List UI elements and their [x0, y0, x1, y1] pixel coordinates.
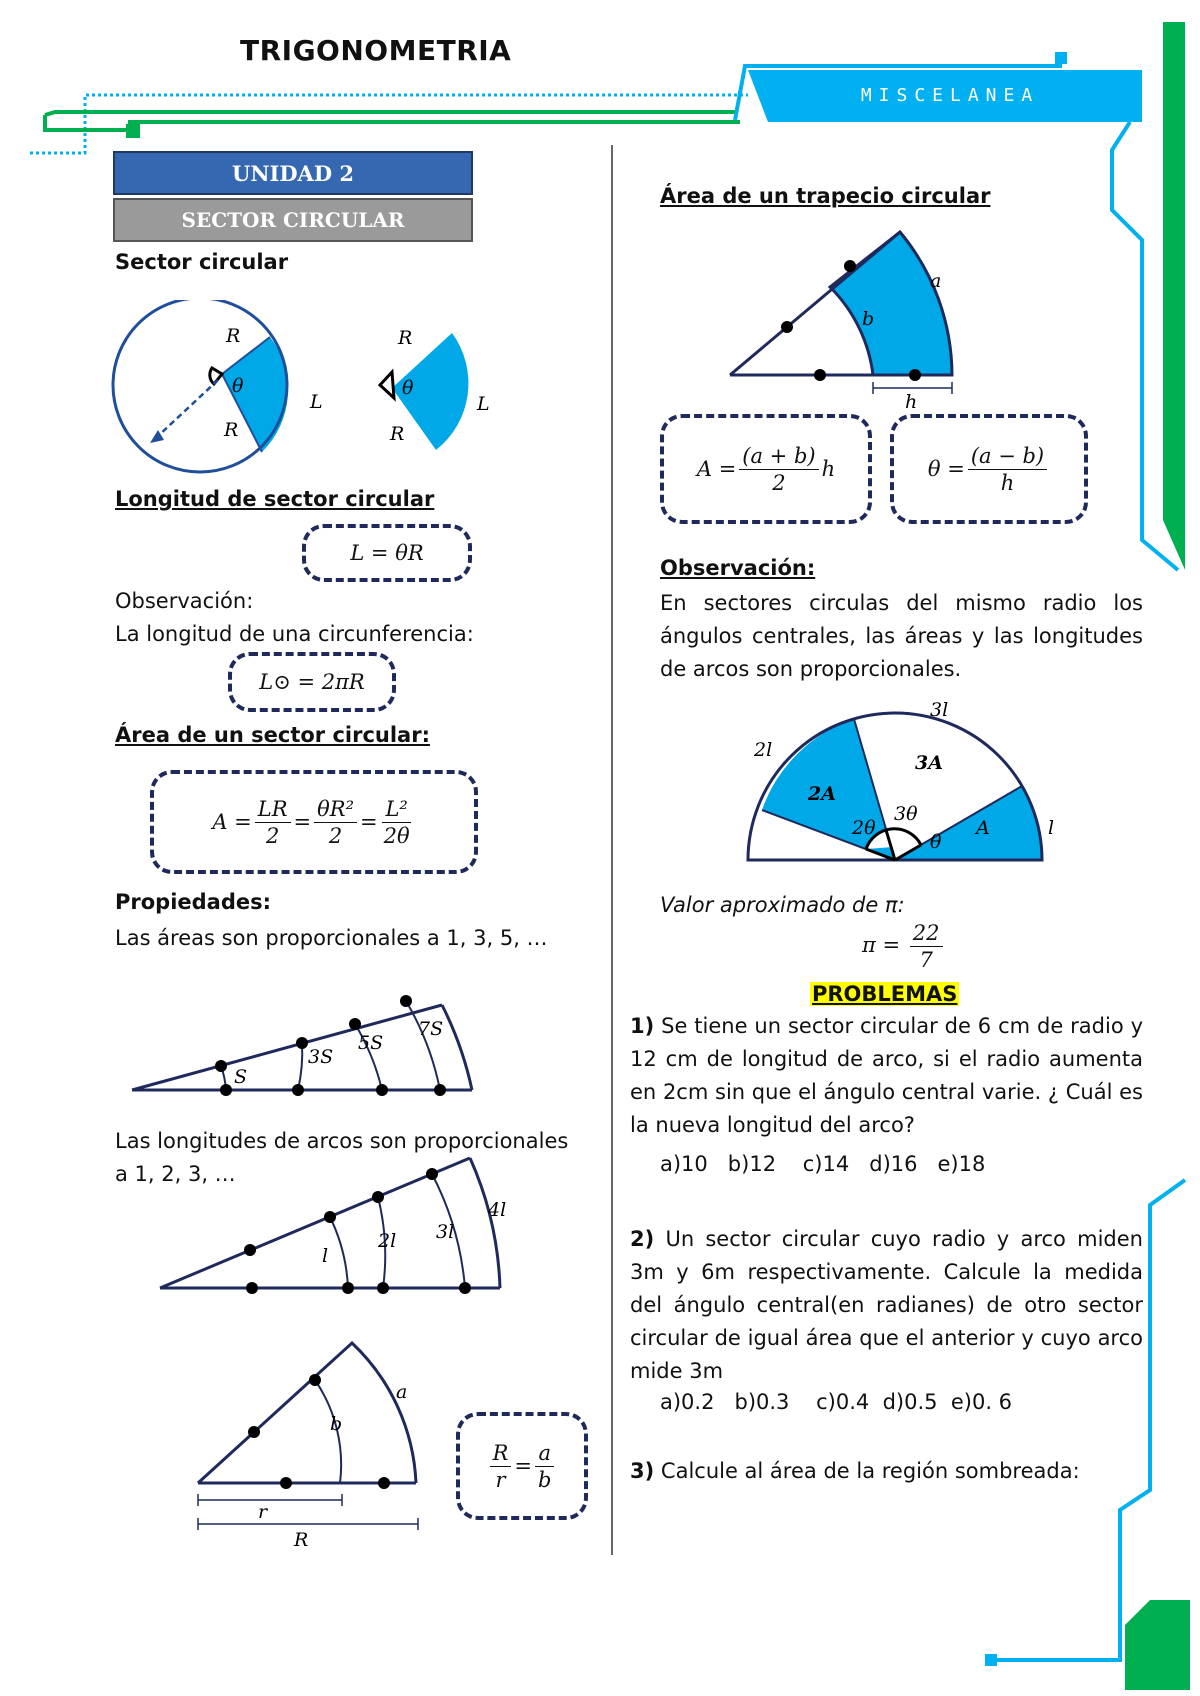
circumference-formula-box: L⊙ = 2πR	[228, 652, 396, 712]
problem-3-number: 3)	[630, 1459, 655, 1483]
pi-formula: π = $\frac{22}{7}$	[862, 920, 946, 973]
green-square	[126, 124, 140, 138]
problem-3-text: Calcule al área de la región sombreada:	[660, 1459, 1080, 1483]
semicircle-figure	[740, 695, 1070, 875]
cyan-square-bottom	[985, 1654, 997, 1666]
page-title: TRIGONOMETRIA	[240, 34, 512, 67]
fig1-theta: θ	[232, 375, 244, 397]
semi-label-3A: 3A	[915, 752, 943, 774]
cyan-square-top	[1055, 52, 1067, 64]
ratio-figure	[190, 1330, 430, 1560]
semi-label-l: l	[1048, 817, 1055, 839]
green-line	[45, 115, 740, 130]
area-frac-2: $\frac{\text{θR²}}{2}$	[314, 796, 357, 849]
section-badge: MISCELANEA	[860, 84, 1040, 106]
topic-box: SECTOR CIRCULAR	[113, 198, 473, 242]
green-side-bar	[1163, 22, 1185, 520]
semi-label-A: A	[976, 817, 990, 839]
problem-1	[630, 1010, 1143, 1142]
trap-theta-formula-box: θ = $\frac{(a - b)}{h}$	[890, 414, 1088, 524]
circle-sector-figure	[110, 300, 340, 480]
area-frac-1: $\frac{LR}{2}$	[255, 796, 291, 849]
ratio-label-a: a	[396, 1381, 408, 1403]
observation-heading: Observación:	[660, 556, 816, 580]
problem-1-number: 1)	[630, 1014, 655, 1038]
circumference-text: La longitud de una circunferencia:	[115, 622, 474, 646]
properties-text: Las áreas son proporcionales a 1, 3, 5, …	[115, 926, 548, 950]
area-label-5S: 5S	[358, 1032, 384, 1054]
length-heading: Longitud de sector circular	[115, 487, 435, 511]
problem-2-number: 2)	[630, 1227, 655, 1251]
green-corner	[1125, 1600, 1190, 1690]
semi-label-3theta: 3θ	[894, 803, 918, 825]
areas-figure	[125, 960, 475, 1100]
trap-label-b: b	[862, 308, 875, 330]
ratio-label-r: r	[258, 1501, 268, 1523]
area-label-S: S	[234, 1066, 248, 1088]
arc-label-l: l	[322, 1245, 329, 1267]
fig2-L: L	[477, 393, 490, 415]
area-formula-box: A = $\frac{LR}{2}$ = $\frac{\text{θR²}}{2}$ = $\frac{\text{L²}}{2\theta}$	[150, 770, 478, 874]
fig1-R-bottom: R	[224, 419, 239, 441]
semi-label-2l: 2l	[754, 739, 773, 761]
ratio-formula-box: $\frac{R}{r}$ = $\frac{a}{b}$	[456, 1412, 588, 1520]
arcs-figure	[150, 1150, 510, 1300]
area-label-3S: 3S	[308, 1046, 334, 1068]
trapezoid-figure	[725, 225, 965, 415]
sector-figure	[360, 320, 500, 460]
fig2-R-top: R	[398, 327, 413, 349]
semi-label-2theta: 2θ	[852, 817, 876, 839]
arc-label-4l: 4l	[488, 1199, 507, 1221]
area-label-7S: 7S	[418, 1018, 444, 1040]
semi-label-3l: 3l	[930, 699, 949, 721]
pi-text: Valor aproximado de π:	[660, 893, 905, 917]
properties-heading: Propiedades:	[115, 890, 272, 914]
fig1-R-top: R	[226, 325, 241, 347]
semi-label-2A: 2A	[808, 783, 836, 805]
arcs-text-line1: Las longitudes de arcos son proporcionales	[115, 1129, 569, 1153]
fig2-theta: θ	[402, 377, 414, 399]
sector-heading: Sector circular	[115, 250, 289, 274]
trap-area-formula-box: A = $\frac{(a + b)}{2}$ h	[660, 414, 872, 524]
length-formula-box: L = θR	[302, 524, 472, 582]
fig1-L: L	[310, 391, 323, 413]
problem-2-text: Un sector circular cuyo radio y arco miden 3m y 6m respectivamente. Calcule la medida del ángulo central(en radianes) de otro sector circular de igual área que el anterior y cuyo arco mide 3m	[630, 1227, 1143, 1383]
area-A: A =	[212, 810, 252, 834]
trapezoid-heading: Área de un trapecio circular	[660, 184, 991, 208]
problem-2-options: a)0.2 b)0.3 c)0.4 d)0.5 e)0. 6	[660, 1390, 1013, 1414]
arc-label-3l: 3l	[436, 1221, 455, 1243]
semi-label-theta: θ	[930, 831, 942, 853]
arc-label-2l: 2l	[378, 1230, 397, 1252]
ratio-label-R: R	[294, 1529, 309, 1551]
area-heading: Área de un sector circular:	[115, 723, 430, 747]
ratio-label-b: b	[330, 1413, 343, 1435]
observation-text: En sectores circulas del mismo radio los ángulos centrales, las áreas y las longitudes de arcos son proporcionales.	[660, 591, 1143, 681]
green-line-left	[45, 112, 735, 115]
unit-box: UNIDAD 2	[113, 151, 473, 195]
trap-label-a: a	[930, 270, 942, 292]
area-frac-3: $\frac{\text{L²}}{2\theta}$	[383, 796, 410, 848]
fig2-R-bottom: R	[390, 423, 405, 445]
problem-1-text: Se tiene un sector circular de 6 cm de radio y 12 cm de longitud de arco, si el radio aumenta en 2cm sin que el ángulo central varie. ¿ Cuál es la nueva longitud del arco?	[630, 1014, 1143, 1137]
problem-2	[630, 1223, 1143, 1388]
problem-1-options: a)10 b)12 c)14 d)16 e)18	[660, 1152, 986, 1176]
observation-label: Observación:	[115, 589, 254, 613]
problem-3	[630, 1455, 1080, 1488]
arcs-text-line2: a 1, 2, 3, …	[115, 1162, 236, 1186]
problems-heading: PROBLEMAS	[812, 982, 958, 1006]
trap-label-h: h	[905, 391, 918, 413]
